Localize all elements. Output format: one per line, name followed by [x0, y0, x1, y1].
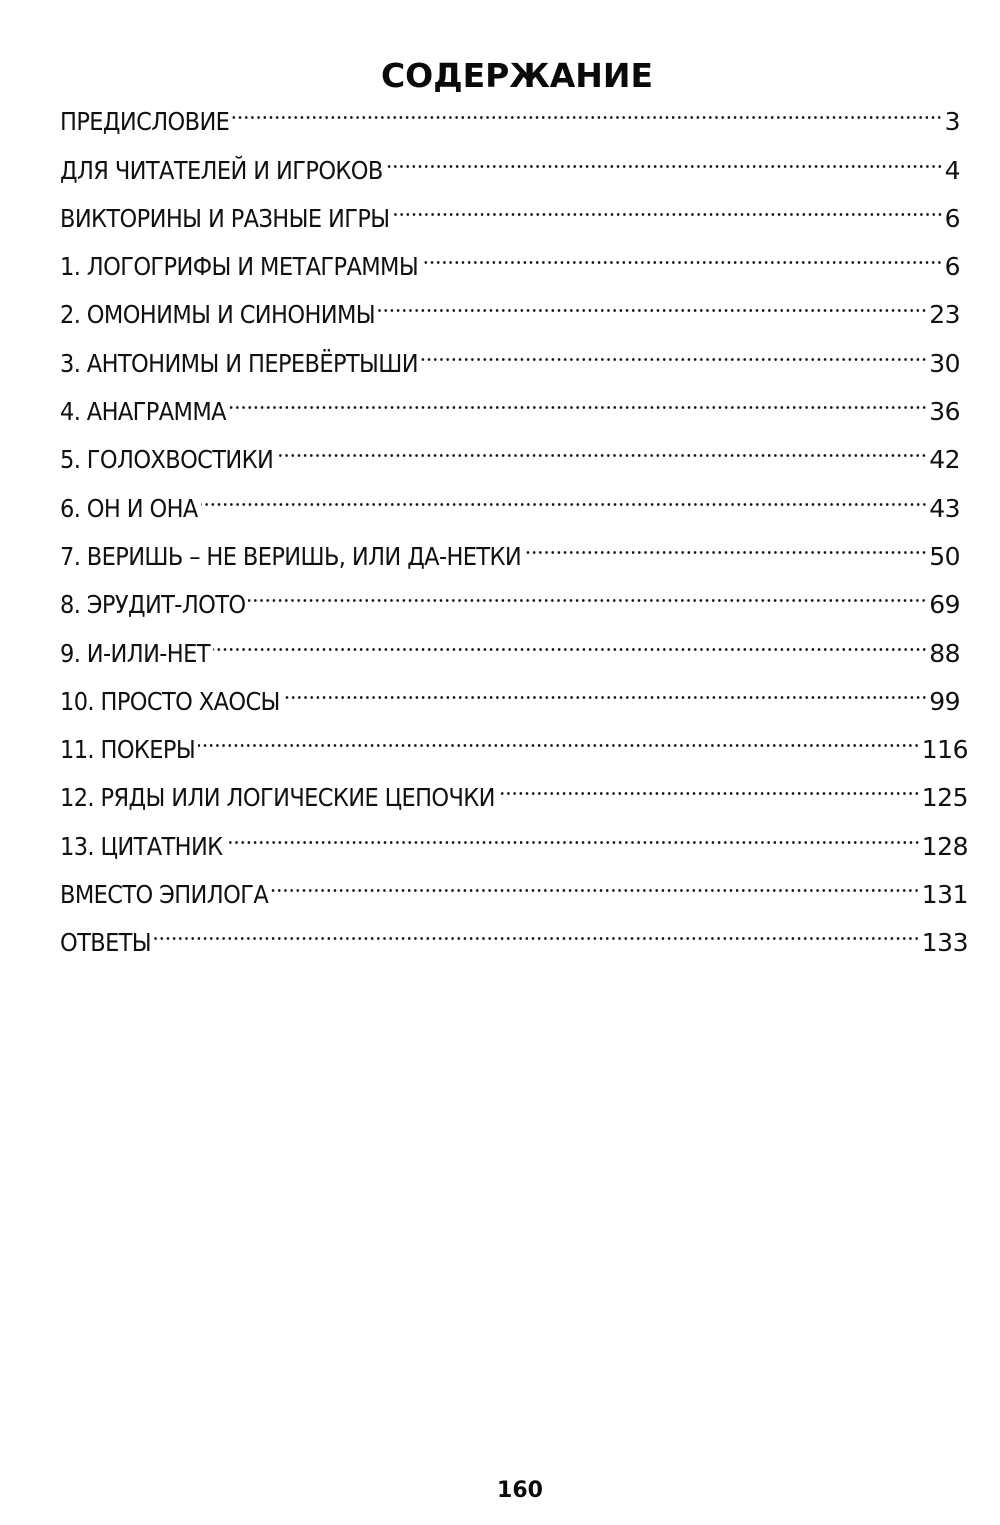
dot-leader [201, 468, 927, 516]
toc-entry-title: ВМЕСТО ЭПИЛОГА [60, 880, 269, 910]
toc-entry-title: 4. АНАГРАММА [60, 397, 226, 427]
dot-leader [283, 662, 927, 710]
dot-leader [524, 517, 927, 565]
toc-entry-title: 13. ЦИТАТНИК [60, 831, 223, 861]
toc-entry-title: 3. АНТОНИМЫ И ПЕРЕВЁРТЫШИ [60, 348, 418, 378]
page-title: СОДЕРЖАНИЕ [380, 56, 654, 96]
toc-entry-title: ВИКТОРИНЫ И РАЗНЫЕ ИГРЫ [60, 203, 390, 233]
toc-entry-title: 8. ЭРУДИТ-ЛОТО [60, 590, 246, 620]
toc-entry-title: 12. РЯДЫ ИЛИ ЛОГИЧЕСКИЕ ЦЕПОЧКИ [60, 783, 495, 813]
toc-entry-title: 10. ПРОСТО ХАОСЫ [60, 686, 280, 716]
toc-entry-page: 6 [944, 252, 960, 282]
dot-leader [232, 82, 942, 130]
dot-leader [393, 179, 943, 227]
page-number: 160 [497, 1478, 543, 1503]
toc-entry-title: ПРЕДИСЛОВИЕ [60, 107, 230, 137]
dot-leader [386, 130, 943, 178]
toc-entry-page: 131 [921, 880, 968, 910]
toc-entry-page: 50 [929, 541, 960, 571]
dot-leader [271, 855, 920, 903]
toc-entry-title: 1. ЛОГОГРИФЫ И МЕТАГРАММЫ [60, 252, 419, 282]
toc-entry-page: 116 [921, 735, 968, 765]
toc-entry-page: 4 [944, 155, 960, 185]
dot-leader [276, 420, 927, 468]
toc-entry-title: 5. ГОЛОХВОСТИКИ [60, 445, 274, 475]
toc-entry-title: 2. ОМОНИМЫ И СИНОНИМЫ [60, 300, 376, 330]
toc-entry-preface[interactable] [60, 82, 968, 137]
dot-leader [213, 613, 927, 661]
toc-entry-page: 6 [944, 203, 960, 233]
table-of-contents [60, 82, 968, 958]
toc-entry-title: ОТВЕТЫ [60, 928, 152, 958]
toc-entry-page: 42 [929, 445, 960, 475]
toc-entry-page: 43 [929, 493, 960, 523]
toc-entry-page: 133 [921, 928, 968, 958]
dot-leader [378, 275, 927, 323]
dot-leader [154, 903, 920, 951]
dot-leader [198, 710, 920, 758]
dot-leader [229, 372, 927, 420]
dot-leader [421, 227, 942, 275]
dot-leader [498, 758, 920, 806]
toc-entry-chapter-12[interactable] [60, 758, 968, 813]
toc-entry-page: 3 [944, 107, 960, 137]
toc-entry-answers[interactable] [60, 903, 968, 958]
toc-entry-title: 6. ОН И ОНА [60, 493, 198, 523]
toc-entry-title: 11. ПОКЕРЫ [60, 735, 196, 765]
toc-entry-page: 23 [929, 300, 960, 330]
dot-leader [248, 565, 927, 613]
toc-entry-page: 88 [929, 638, 960, 668]
toc-entry-page: 125 [921, 783, 968, 813]
dot-leader [421, 323, 927, 371]
toc-entry-page: 69 [929, 590, 960, 620]
toc-entry-title: ДЛЯ ЧИТАТЕЛЕЙ И ИГРОКОВ [60, 155, 383, 185]
toc-entry-title: 9. И-ИЛИ-НЕТ [60, 638, 210, 668]
toc-entry-page: 99 [929, 686, 960, 716]
dot-leader [226, 806, 920, 854]
toc-entry-page: 30 [929, 348, 960, 378]
toc-entry-page: 36 [929, 397, 960, 427]
toc-entry-title: 7. ВЕРИШЬ – НЕ ВЕРИШЬ, ИЛИ ДА-НЕТКИ [60, 541, 522, 571]
toc-entry-page: 128 [921, 831, 968, 861]
